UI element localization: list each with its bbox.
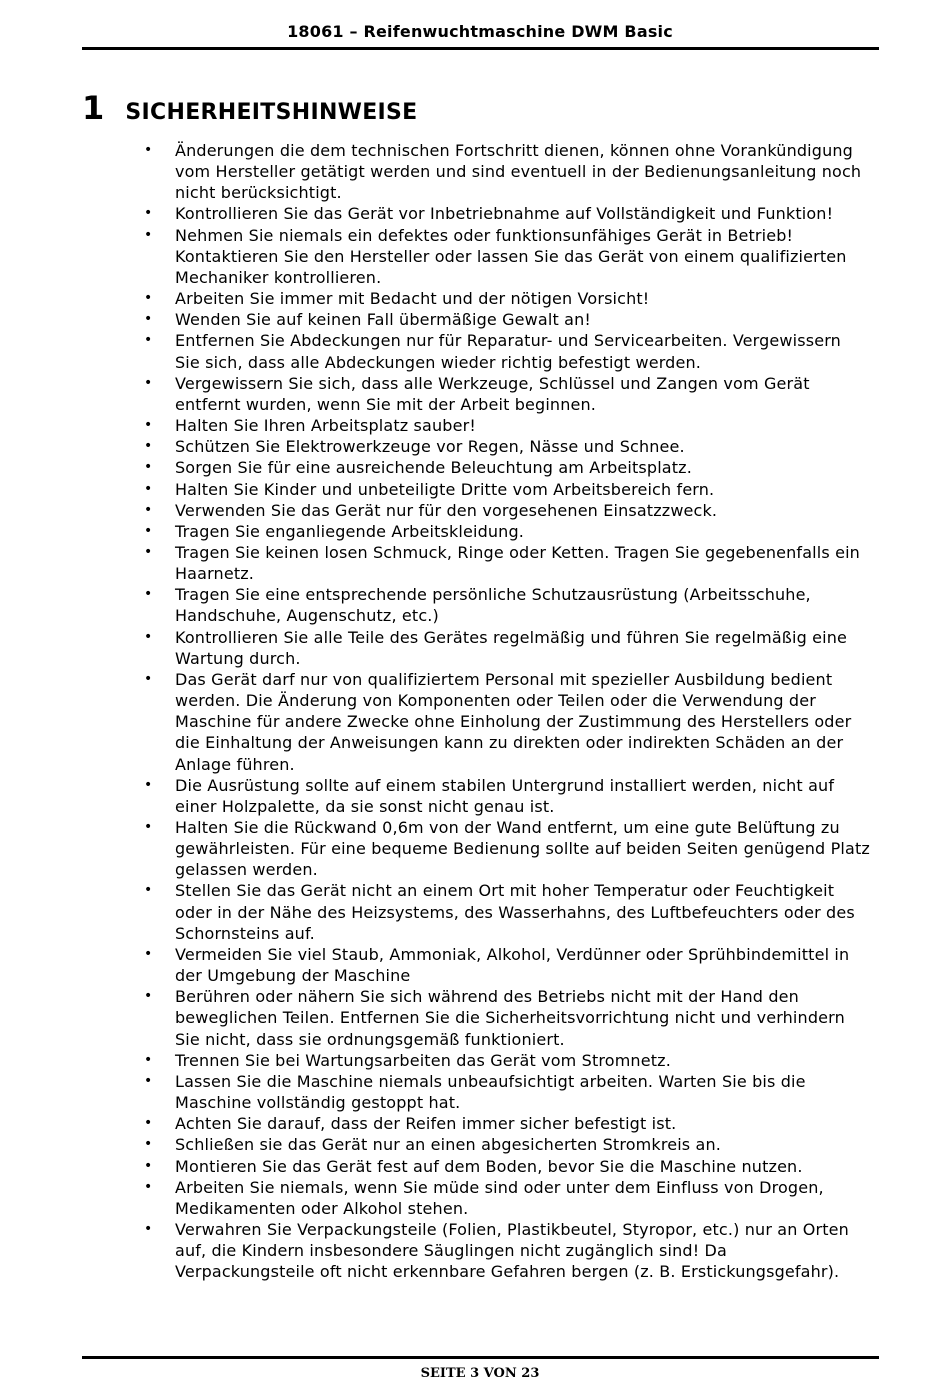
list-item-text: Berühren oder nähern Sie sich während des Betriebs nicht mit der Hand den beweglichen Teilen. Entfernen Sie die Sicherheitsvorrichtung nicht und verhindern Sie nicht, dass sie ordnungsgemäß funktioniert. xyxy=(175,987,845,1049)
bullet-dot-icon: • xyxy=(144,628,153,645)
list-item xyxy=(140,521,870,542)
bullet-dot-icon: • xyxy=(144,819,153,835)
list-item xyxy=(140,880,870,943)
header-divider xyxy=(82,47,879,50)
list-item-text: Kontrollieren Sie das Gerät vor Inbetriebnahme auf Vollständigkeit und Funktion! xyxy=(175,204,834,224)
bullet-dot-icon: • xyxy=(144,1051,153,1068)
list-item-text: Halten Sie die Rückwand 0,6m von der Wand entfernt, um eine gute Belüftung zu gewährleisten. Für eine bequeme Bedienung sollte auf beiden Seiten genügend Platz gelassen werden. xyxy=(175,818,870,880)
bullet-dot-icon: • xyxy=(144,226,153,243)
list-item-text: Verwenden Sie das Gerät nur für den vorgesehenen Einsatzzweck. xyxy=(175,500,718,520)
bullet-dot-icon: • xyxy=(144,1220,153,1237)
list-item xyxy=(140,1177,870,1219)
list-item xyxy=(140,817,870,880)
bullet-dot-icon: • xyxy=(144,311,153,328)
list-item-text: Arbeiten Sie niemals, wenn Sie müde sind oder unter dem Einfluss von Drogen, Medikamenten oder Alkohol stehen. xyxy=(175,1177,824,1218)
list-item xyxy=(140,1219,870,1282)
bullet-dot-icon: • xyxy=(144,501,153,518)
bullet-dot-icon: • xyxy=(144,1072,153,1089)
bullet-dot-icon: • xyxy=(144,1157,153,1174)
section-number: 1 xyxy=(82,89,105,127)
bullet-dot-icon: • xyxy=(144,882,153,899)
bullet-dot-icon: • xyxy=(144,522,153,539)
list-item-text: Halten Sie Kinder und unbeteiligte Dritte vom Arbeitsbereich fern. xyxy=(175,479,715,499)
list-item-text: Nehmen Sie niemals ein defektes oder funktionsunfähiges Gerät in Betrieb! Kontaktieren Sie den Hersteller oder lassen Sie das Gerät von einem qualifizierten Mechaniker kontrollieren. xyxy=(175,225,847,287)
list-item xyxy=(140,415,870,436)
bullet-dot-icon: • xyxy=(144,290,153,307)
bullet-dot-icon: • xyxy=(144,1136,153,1153)
list-item xyxy=(140,203,870,224)
list-item-text: Sorgen Sie für eine ausreichende Beleuchtung am Arbeitsplatz. xyxy=(175,458,692,478)
section-title: SICHERHEITSHINWEISE xyxy=(125,100,418,125)
list-item-text: Montieren Sie das Gerät fest auf dem Boden, bevor Sie die Maschine nutzen. xyxy=(175,1156,803,1176)
list-item xyxy=(140,542,870,584)
list-item-text: Arbeiten Sie immer mit Bedacht und der nötigen Vorsicht! xyxy=(175,289,650,309)
list-item xyxy=(140,225,870,288)
bullet-dot-icon: • xyxy=(144,945,153,962)
bullet-dot-icon: • xyxy=(144,205,153,222)
list-item xyxy=(140,288,870,309)
list-item xyxy=(140,1050,870,1071)
list-item xyxy=(140,309,870,330)
list-item-text: Vergewissern Sie sich, dass alle Werkzeuge, Schlüssel und Zangen vom Gerät entfernt wurden, wenn Sie mit der Arbeit beginnen. xyxy=(175,373,810,414)
list-item xyxy=(140,479,870,500)
list-item-text: Achten Sie darauf, dass der Reifen immer sicher befestigt ist. xyxy=(175,1114,677,1134)
page-number: SEITE 3 VON 23 xyxy=(420,1366,540,1381)
list-item-text: Die Ausrüstung sollte auf einem stabilen Untergrund installiert werden, nicht auf einer Holzpalette, da sie sonst nicht genau ist. xyxy=(175,775,835,816)
page-header-title: 18061 – Reifenwuchtmaschine DWM Basic xyxy=(287,22,673,41)
list-item xyxy=(140,330,870,372)
list-item-text: Änderungen die dem technischen Fortschritt dienen, können ohne Vorankündigung vom Hersteller getätigt werden und sind eventuell in der Bedienungsanleitung noch nicht berücksichtigt. xyxy=(175,141,862,203)
list-item-text: Stellen Sie das Gerät nicht an einem Ort mit hoher Temperatur oder Feuchtigkeit oder in der Nähe des Heizsystems, des Wasserhahns, des Luftbefeuchters oder des Schornsteins auf. xyxy=(175,881,855,943)
bullet-dot-icon: • xyxy=(144,142,153,158)
list-item xyxy=(140,669,870,775)
list-item xyxy=(140,1071,870,1113)
bullet-dot-icon: • xyxy=(144,543,153,560)
bullet-dot-icon: • xyxy=(144,332,153,349)
bullet-dot-icon: • xyxy=(144,586,153,603)
bullet-dot-icon: • xyxy=(144,1178,153,1195)
list-item xyxy=(140,436,870,457)
list-item-text: Schließen sie das Gerät nur an einen abgesicherten Stromkreis an. xyxy=(175,1135,721,1155)
bullet-dot-icon: • xyxy=(144,776,153,793)
list-item xyxy=(140,944,870,986)
list-item-text: Das Gerät darf nur von qualifiziertem Personal mit spezieller Ausbildung bedient werden. Die Änderung von Komponenten oder Teilen oder die Verwendung der Maschine für andere Zwecke ohne Einholung der Zustimmung des Herstellers oder die Einhaltung der Anweisungen kann zu direkten oder indirekten Schäden an der Anlage führen. xyxy=(175,669,852,774)
list-item-text: Kontrollieren Sie alle Teile des Gerätes regelmäßig und führen Sie regelmäßig eine Wartung durch. xyxy=(175,627,848,668)
list-item xyxy=(140,140,870,203)
list-item-text: Verwahren Sie Verpackungsteile (Folien, Plastikbeutel, Styropor, etc.) nur an Orten auf, die Kindern insbesondere Säuglingen nicht zugänglich sind! Da Verpackungsteile oft nicht erkennbare Gefahren bergen (z. B. Erstickungsgefahr). xyxy=(175,1219,849,1282)
list-item-text: Lassen Sie die Maschine niemals unbeaufsichtigt arbeiten. Warten Sie bis die Maschine vollständig gestoppt hat. xyxy=(175,1071,806,1113)
list-item xyxy=(140,500,870,521)
bullet-dot-icon: • xyxy=(144,438,153,455)
list-item xyxy=(140,775,870,817)
bullet-dot-icon: • xyxy=(144,417,153,434)
bullet-dot-icon: • xyxy=(144,670,153,687)
list-item xyxy=(140,1156,870,1177)
bullet-dot-icon: • xyxy=(144,1115,153,1132)
list-item-text: Tragen Sie enganliegende Arbeitskleidung. xyxy=(175,521,525,541)
list-item xyxy=(140,986,870,1049)
list-item xyxy=(140,1113,870,1134)
list-item xyxy=(140,627,870,669)
list-item xyxy=(140,584,870,626)
list-item-text: Wenden Sie auf keinen Fall übermäßige Gewalt an! xyxy=(175,310,591,330)
list-item-text: Schützen Sie Elektrowerkzeuge vor Regen, Nässe und Schnee. xyxy=(175,437,685,457)
list-item-text: Tragen Sie eine entsprechende persönliche Schutzausrüstung (Arbeitsschuhe, Handschuhe, Augenschutz, etc.) xyxy=(175,585,811,626)
list-item-text: Trennen Sie bei Wartungsarbeiten das Gerät vom Stromnetz. xyxy=(175,1050,671,1070)
list-item xyxy=(140,1134,870,1155)
bullet-dot-icon: • xyxy=(144,480,153,497)
bullet-dot-icon: • xyxy=(144,988,153,1005)
list-item-text: Vermeiden Sie viel Staub, Ammoniak, Alkohol, Verdünner oder Sprühbindemittel in der Umgebung der Maschine xyxy=(175,944,850,986)
list-item-text: Entfernen Sie Abdeckungen nur für Reparatur- und Servicearbeiten. Vergewissern Sie sich, dass alle Abdeckungen wieder richtig befestigt werden. xyxy=(175,331,841,372)
list-item-text: Halten Sie Ihren Arbeitsplatz sauber! xyxy=(175,416,476,436)
list-item xyxy=(140,457,870,478)
section-heading xyxy=(82,88,418,133)
list-item-text: Tragen Sie keinen losen Schmuck, Ringe oder Ketten. Tragen Sie gegebenenfalls ein Haarnetz. xyxy=(175,542,860,584)
bullet-dot-icon: • xyxy=(144,374,153,391)
list-item xyxy=(140,373,870,415)
footer-divider xyxy=(82,1356,879,1359)
bullet-dot-icon: • xyxy=(144,459,153,476)
safety-instructions-list xyxy=(140,140,870,1282)
